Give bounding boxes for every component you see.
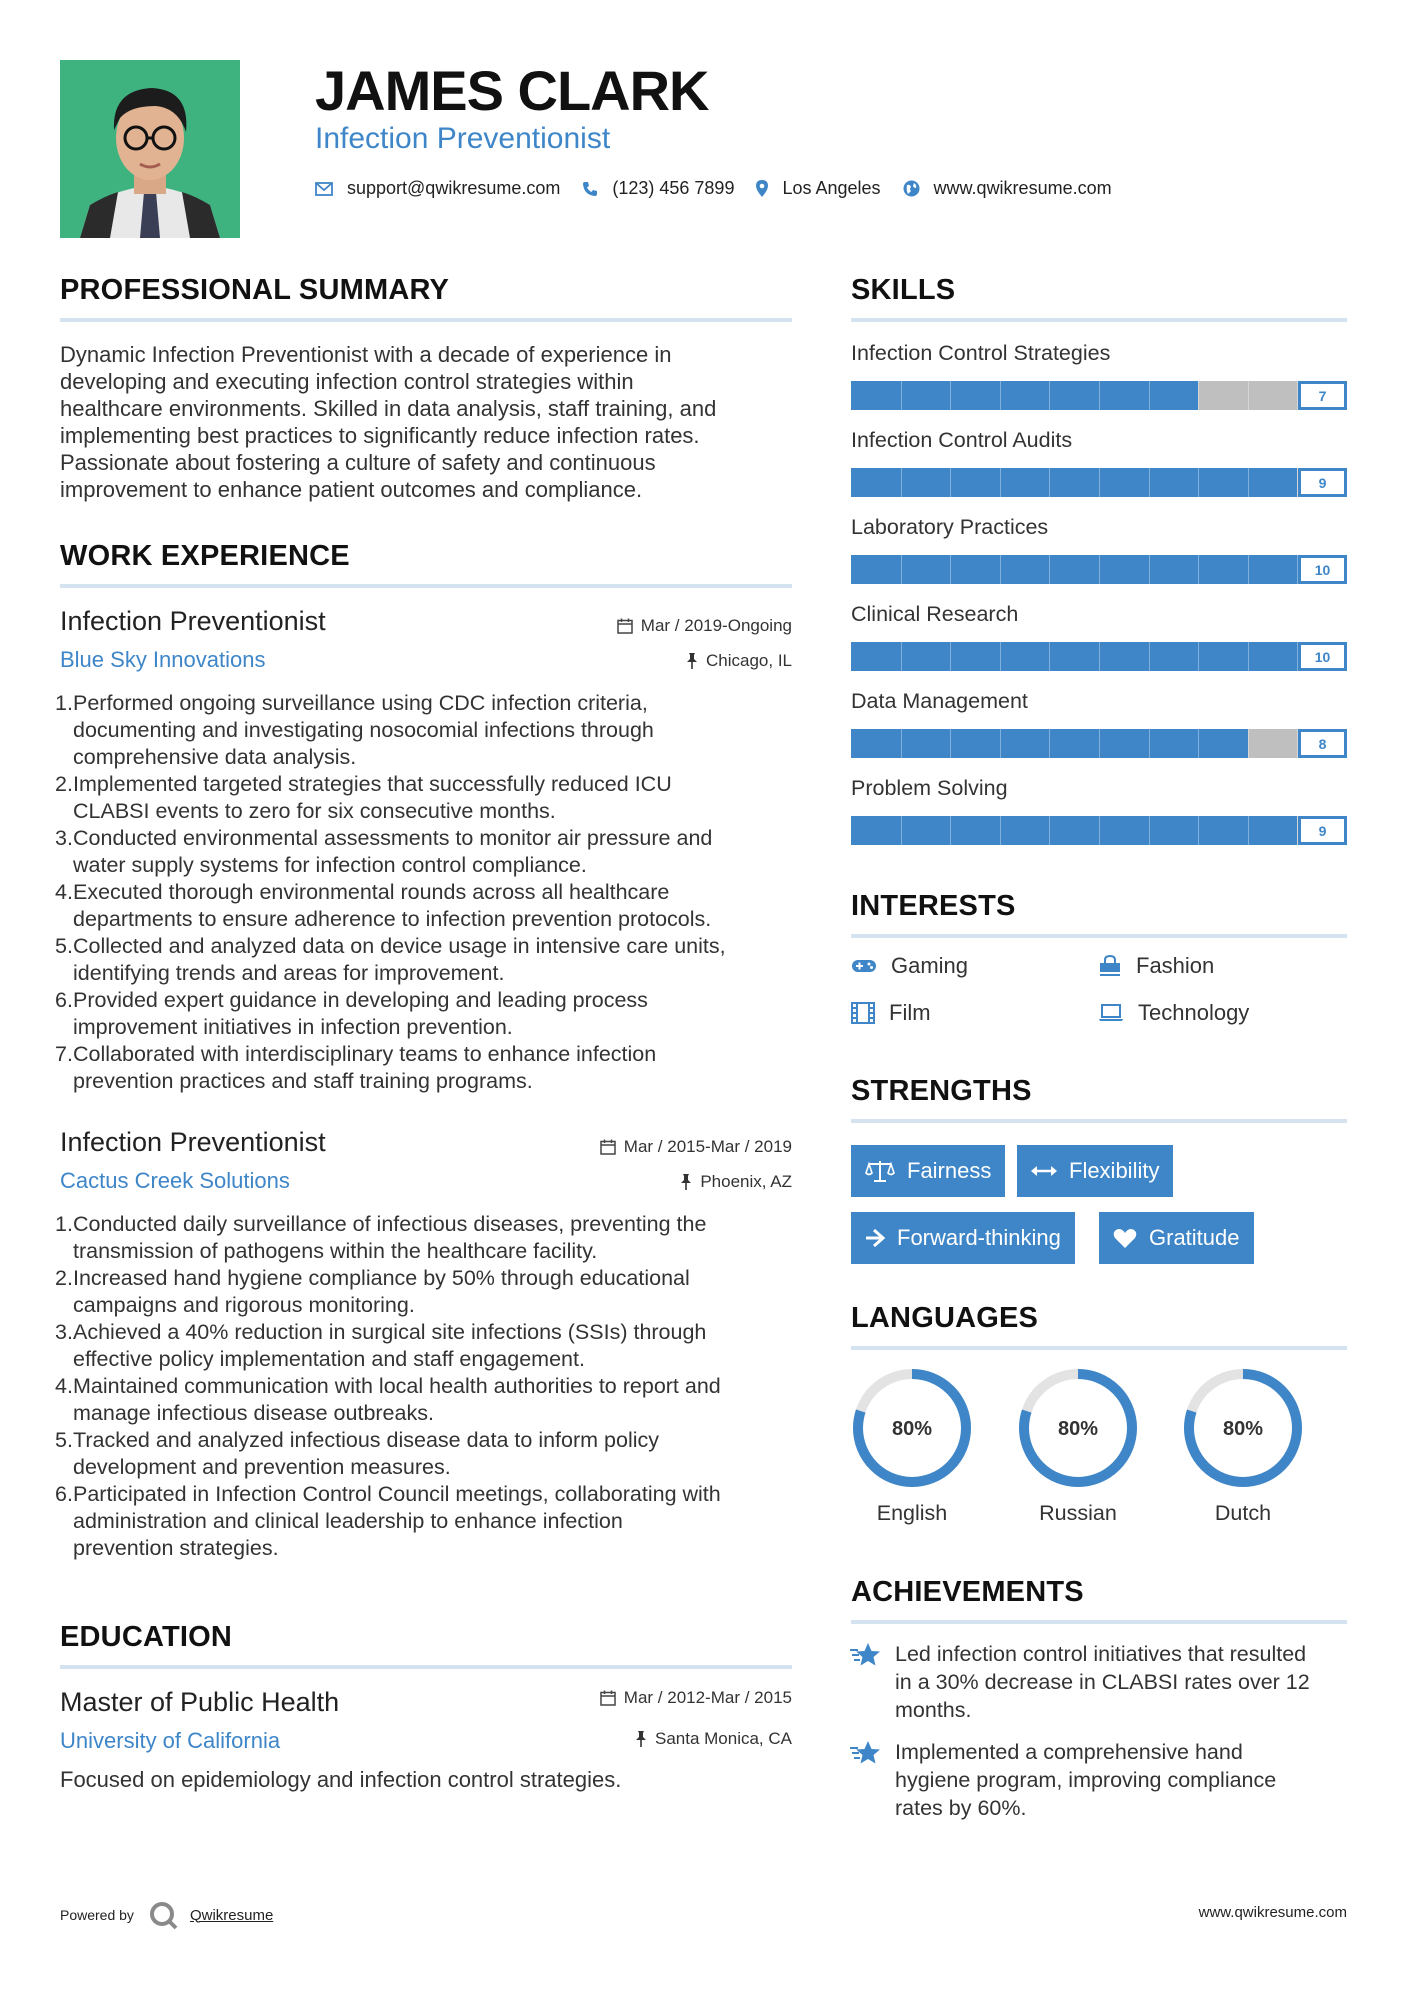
list-line: Achieved a 40% reduction in surgical site infections (SSIs) through xyxy=(73,1320,707,1344)
education-location xyxy=(635,1729,792,1749)
strength-tag xyxy=(1099,1212,1254,1264)
skill-bar-tick xyxy=(1000,642,1001,671)
list-line: improvement initiatives in infection prevention. xyxy=(73,1015,513,1039)
language-ring-chart xyxy=(1017,1367,1139,1489)
list-line: Conducted daily surveillance of infectious diseases, preventing the xyxy=(73,1212,707,1236)
list-line: Participated in Infection Control Council meetings, collaborating with xyxy=(73,1482,721,1506)
list-line: Performed ongoing surveillance using CDC infection criteria, xyxy=(73,691,648,715)
skill-level-badge: 10 xyxy=(1298,555,1347,584)
education-dates-text: Mar / 2012-Mar / 2015 xyxy=(623,1688,792,1707)
skill-bar-tick xyxy=(1149,468,1150,497)
list-number: 1. xyxy=(55,1212,73,1236)
contact-location xyxy=(756,178,880,199)
job-location xyxy=(686,651,792,671)
skill-level-badge: 9 xyxy=(1298,816,1347,845)
job-location-text: Phoenix, AZ xyxy=(700,1172,792,1191)
skill-bar-tick xyxy=(1198,729,1199,758)
job-dates-text: Mar / 2019-Ongoing xyxy=(640,616,792,635)
skill-bar xyxy=(851,381,1347,410)
language-percent: 80% xyxy=(1057,1418,1099,1440)
skill-bar-tick xyxy=(1099,555,1100,584)
pin-icon xyxy=(686,653,698,669)
skill-bar-tick xyxy=(1099,468,1100,497)
skill-level-badge: 9 xyxy=(1298,468,1347,497)
achievement-line: rates by 60%. xyxy=(895,1796,1027,1820)
skill-bar-tick xyxy=(1099,642,1100,671)
skill-bar-tick xyxy=(901,729,902,758)
contact-website[interactable] xyxy=(903,178,1112,199)
list-line: Collaborated with interdisciplinary teams to enhance infection xyxy=(73,1042,657,1066)
contact-bar xyxy=(315,178,1134,199)
skill-bar-tick xyxy=(1049,642,1050,671)
strengths-divider xyxy=(851,1119,1347,1123)
skill-level-badge: 7 xyxy=(1298,381,1347,410)
interest-label: Film xyxy=(889,1000,931,1025)
skill-bar-tick xyxy=(1149,555,1150,584)
summary-divider xyxy=(60,318,792,322)
list-line: Provided expert guidance in developing and leading process xyxy=(73,988,648,1012)
contact-phone[interactable] xyxy=(582,178,734,199)
education-heading: EDUCATION xyxy=(60,1621,233,1653)
skill-label: Data Management xyxy=(851,689,1028,713)
gamepad-icon xyxy=(851,958,877,974)
list-line: water supply systems for infection control compliance. xyxy=(73,853,587,877)
skill-bar-tick xyxy=(950,555,951,584)
list-line: development and prevention measures. xyxy=(73,1455,451,1479)
skill-label: Problem Solving xyxy=(851,776,1008,800)
list-line: administration and clinical leadership to enhance infection xyxy=(73,1509,623,1533)
education-description: Focused on epidemiology and infection control strategies. xyxy=(60,1767,622,1792)
summary-line: Passionate about fostering a culture of safety and continuous xyxy=(60,450,656,475)
skill-bar-tick xyxy=(1149,816,1150,845)
skill-bar-tick xyxy=(1099,816,1100,845)
job-responsibilities xyxy=(55,1211,721,1562)
strengths-heading: STRENGTHS xyxy=(851,1075,1032,1107)
achievement-line: Led infection control initiatives that resulted xyxy=(895,1642,1307,1666)
heart-icon xyxy=(1113,1228,1137,1249)
skill-bar xyxy=(851,816,1347,845)
summary-heading: PROFESSIONAL SUMMARY xyxy=(60,274,450,306)
skill-label: Laboratory Practices xyxy=(851,515,1049,539)
profile-photo xyxy=(60,60,240,238)
language-ring xyxy=(851,1367,973,1489)
skill-bar-tick xyxy=(1099,729,1100,758)
strength-tag xyxy=(851,1145,1005,1197)
skill-bar-tick xyxy=(1248,468,1249,497)
education-dates xyxy=(600,1688,792,1708)
skill-bar-tick xyxy=(1049,381,1050,410)
candidate-name: JAMES CLARK xyxy=(315,59,709,122)
skill-bar-tick xyxy=(1000,381,1001,410)
shopping-bag-icon xyxy=(1098,955,1122,977)
list-number: 3. xyxy=(55,826,73,850)
list-item xyxy=(55,933,726,987)
pin-icon xyxy=(635,1731,647,1747)
skill-bar-tick xyxy=(950,642,951,671)
skill-bar-tick xyxy=(901,468,902,497)
experience-divider xyxy=(60,584,792,588)
skill-bar-tick xyxy=(1000,816,1001,845)
language-ring xyxy=(1182,1367,1304,1489)
language-label: Dutch xyxy=(1214,1501,1272,1525)
contact-email[interactable] xyxy=(315,178,560,199)
language-label: English xyxy=(876,1501,948,1525)
interest-label: Fashion xyxy=(1136,953,1215,978)
summary-line: healthcare environments. Skilled in data analysis, staff training, and xyxy=(60,396,717,421)
list-line: Collected and analyzed data on device usage in intensive care units, xyxy=(73,934,726,958)
skills-heading: SKILLS xyxy=(851,274,956,306)
list-line: transmission of pathogens within the healthcare facility. xyxy=(73,1239,598,1263)
calendar-icon xyxy=(600,1690,616,1706)
list-line: documenting and investigating nosocomial infections through xyxy=(73,718,654,742)
skill-bar xyxy=(851,642,1347,671)
job-dates xyxy=(617,616,792,636)
list-line: departments to ensure adherence to infection prevention protocols. xyxy=(73,907,712,931)
list-line: comprehensive data analysis. xyxy=(73,745,357,769)
list-number: 6. xyxy=(55,1482,73,1506)
list-number: 1. xyxy=(55,691,73,715)
school-name: University of California xyxy=(60,1728,281,1753)
skill-bar-tick xyxy=(950,816,951,845)
globe-icon xyxy=(903,180,920,197)
footer-branding xyxy=(60,1900,273,1930)
skill-bar-tick xyxy=(1248,642,1249,671)
skill-bar-tick xyxy=(1049,468,1050,497)
list-item xyxy=(55,987,726,1041)
list-line: prevention strategies. xyxy=(73,1536,279,1560)
skill-bar-tick xyxy=(901,642,902,671)
list-item xyxy=(55,879,726,933)
skill-bar-tick xyxy=(1149,381,1150,410)
list-item xyxy=(55,1041,726,1095)
balance-scale-icon xyxy=(865,1159,895,1183)
list-number: 2. xyxy=(55,1266,73,1290)
skill-bar-tick xyxy=(1000,468,1001,497)
list-line: Executed thorough environmental rounds across all healthcare xyxy=(73,880,670,904)
languages-divider xyxy=(851,1346,1347,1350)
list-number: 4. xyxy=(55,1374,73,1398)
website-text: www.qwikresume.com xyxy=(933,178,1112,198)
interest-item xyxy=(851,1000,931,1026)
skill-bar-tick xyxy=(1049,729,1050,758)
skill-bar xyxy=(851,729,1347,758)
strength-label: Forward-thinking xyxy=(897,1225,1061,1250)
envelope-icon xyxy=(315,182,333,196)
list-number: 3. xyxy=(55,1320,73,1344)
skill-bar-tick xyxy=(901,816,902,845)
achievement-item xyxy=(849,1640,1349,1724)
skill-bar-tick xyxy=(1000,555,1001,584)
list-item xyxy=(55,1427,721,1481)
list-item xyxy=(55,1265,721,1319)
summary-text xyxy=(60,341,716,503)
list-line: Tracked and analyzed infectious disease data to inform policy xyxy=(73,1428,660,1452)
brand-link[interactable]: Qwikresume xyxy=(189,1906,274,1924)
skill-bar-tick xyxy=(1248,816,1249,845)
language-ring-chart xyxy=(1182,1367,1304,1489)
skill-label: Infection Control Audits xyxy=(851,428,1073,452)
skill-bar-fill xyxy=(851,468,1297,497)
strength-label: Gratitude xyxy=(1149,1225,1240,1250)
list-number: 7. xyxy=(55,1042,73,1066)
job-company: Blue Sky Innovations xyxy=(60,647,266,672)
list-item xyxy=(55,690,726,771)
phone-text: (123) 456 7899 xyxy=(612,178,735,198)
language-ring xyxy=(1017,1367,1139,1489)
location-text: Los Angeles xyxy=(782,178,881,198)
list-line: identifying trends and areas for improvement. xyxy=(73,961,505,985)
strength-tag xyxy=(851,1212,1075,1264)
arrow-right-icon xyxy=(865,1229,885,1247)
list-line: Increased hand hygiene compliance by 50% through educational xyxy=(73,1266,690,1290)
interest-item xyxy=(851,953,968,979)
star-icon xyxy=(849,1740,883,1768)
job-responsibilities xyxy=(55,690,726,1095)
list-number: 4. xyxy=(55,880,73,904)
list-item xyxy=(55,825,726,879)
achievements-divider xyxy=(851,1620,1347,1624)
skill-bar-tick xyxy=(1248,729,1249,758)
skill-bar-tick xyxy=(1049,816,1050,845)
education-divider xyxy=(60,1665,792,1669)
list-item xyxy=(55,1211,721,1265)
language-percent: 80% xyxy=(1222,1418,1264,1440)
list-line: manage infectious disease outbreaks. xyxy=(73,1401,434,1425)
list-number: 5. xyxy=(55,1428,73,1452)
skill-bar-fill xyxy=(851,816,1297,845)
skill-bar-tick xyxy=(1198,468,1199,497)
skill-bar-tick xyxy=(1248,381,1249,410)
powered-by-text: Powered by xyxy=(60,1907,134,1923)
skill-bar-tick xyxy=(1149,642,1150,671)
list-item xyxy=(55,1373,721,1427)
skill-bar xyxy=(851,468,1347,497)
skill-bar-tick xyxy=(1198,555,1199,584)
skill-bar-tick xyxy=(1149,729,1150,758)
interest-label: Gaming xyxy=(891,953,969,978)
skill-bar-tick xyxy=(950,381,951,410)
language-ring-chart xyxy=(851,1367,973,1489)
skill-bar-tick xyxy=(1049,555,1050,584)
skill-bar-tick xyxy=(950,729,951,758)
achievements-heading: ACHIEVEMENTS xyxy=(851,1576,1084,1608)
list-line: prevention practices and staff training programs. xyxy=(73,1069,533,1093)
film-icon xyxy=(851,1002,875,1024)
language-label: Russian xyxy=(1039,1501,1117,1525)
skill-level-badge: 10 xyxy=(1298,642,1347,671)
list-number: 6. xyxy=(55,988,73,1012)
experience-heading: WORK EXPERIENCE xyxy=(60,540,350,572)
skill-bar-tick xyxy=(1000,729,1001,758)
job-title: Infection Preventionist xyxy=(60,606,326,636)
calendar-icon xyxy=(617,618,633,634)
skill-label: Infection Control Strategies xyxy=(851,341,1111,365)
skill-bar-tick xyxy=(1198,642,1199,671)
skill-bar-tick xyxy=(901,555,902,584)
list-line: CLABSI events to zero for six consecutive months. xyxy=(73,799,556,823)
summary-line: implementing best practices to significantly reduce infection rates. xyxy=(60,423,700,448)
arrows-horizontal-icon xyxy=(1031,1164,1057,1178)
skill-bar-tick xyxy=(950,468,951,497)
achievement-line: hygiene program, improving compliance xyxy=(895,1768,1277,1792)
degree-title: Master of Public Health xyxy=(60,1687,340,1717)
phone-icon xyxy=(582,181,598,197)
job-location xyxy=(680,1172,792,1192)
laptop-icon xyxy=(1098,1003,1124,1023)
skill-bar-tick xyxy=(1099,381,1100,410)
achievement-line: in a 30% decrease in CLABSI rates over 12 xyxy=(895,1670,1310,1694)
languages-heading: LANGUAGES xyxy=(851,1302,1039,1334)
summary-line: improvement to enhance patient outcomes and compliance. xyxy=(60,477,643,502)
calendar-icon xyxy=(600,1139,616,1155)
interests-heading: INTERESTS xyxy=(851,890,1016,922)
list-line: effective policy implementation and staff engagement. xyxy=(73,1347,585,1371)
interest-item xyxy=(1098,953,1214,979)
achievement-line: months. xyxy=(895,1698,972,1722)
job-location-text: Chicago, IL xyxy=(706,651,792,670)
strength-label: Fairness xyxy=(907,1158,992,1183)
summary-line: Dynamic Infection Preventionist with a decade of experience in xyxy=(60,342,672,367)
strength-label: Flexibility xyxy=(1069,1158,1160,1183)
list-line: Implemented targeted strategies that successfully reduced ICU xyxy=(73,772,672,796)
qwikresume-logo-icon xyxy=(148,1900,180,1930)
list-item xyxy=(55,1319,721,1373)
candidate-title: Infection Preventionist xyxy=(315,122,611,155)
email-text: support@qwikresume.com xyxy=(347,178,561,198)
map-marker-icon xyxy=(756,180,768,197)
list-item xyxy=(55,1481,721,1562)
skill-bar-tick xyxy=(901,381,902,410)
list-number: 2. xyxy=(55,772,73,796)
skill-label: Clinical Research xyxy=(851,602,1019,626)
job-company: Cactus Creek Solutions xyxy=(60,1168,290,1193)
job-dates-text: Mar / 2015-Mar / 2019 xyxy=(623,1137,792,1156)
skill-level-badge: 8 xyxy=(1298,729,1347,758)
list-line: campaigns and rigorous monitoring. xyxy=(73,1293,415,1317)
list-item xyxy=(55,771,726,825)
interest-item xyxy=(1098,1000,1249,1026)
skill-bar-tick xyxy=(1198,816,1199,845)
interests-divider xyxy=(851,934,1347,938)
job-title: Infection Preventionist xyxy=(60,1127,326,1157)
job-dates xyxy=(600,1137,792,1157)
list-line: Maintained communication with local health authorities to report and xyxy=(73,1374,721,1398)
skill-bar-tick xyxy=(1198,381,1199,410)
education-location-text: Santa Monica, CA xyxy=(654,1729,792,1748)
summary-line: developing and executing infection control strategies within xyxy=(60,369,634,394)
footer-website[interactable]: www.qwikresume.com xyxy=(1198,1904,1347,1921)
strength-tag xyxy=(1017,1145,1173,1197)
interest-label: Technology xyxy=(1138,1000,1250,1025)
achievement-line: Implemented a comprehensive hand xyxy=(895,1740,1243,1764)
skill-bar-fill xyxy=(851,381,1198,410)
list-line: Conducted environmental assessments to monitor air pressure and xyxy=(73,826,713,850)
pin-icon xyxy=(680,1174,692,1190)
star-icon xyxy=(849,1642,883,1670)
achievement-item xyxy=(849,1738,1349,1822)
language-percent: 80% xyxy=(891,1418,933,1440)
list-number: 5. xyxy=(55,934,73,958)
skill-bar-tick xyxy=(1248,555,1249,584)
skills-divider xyxy=(851,318,1347,322)
skill-bar xyxy=(851,555,1347,584)
